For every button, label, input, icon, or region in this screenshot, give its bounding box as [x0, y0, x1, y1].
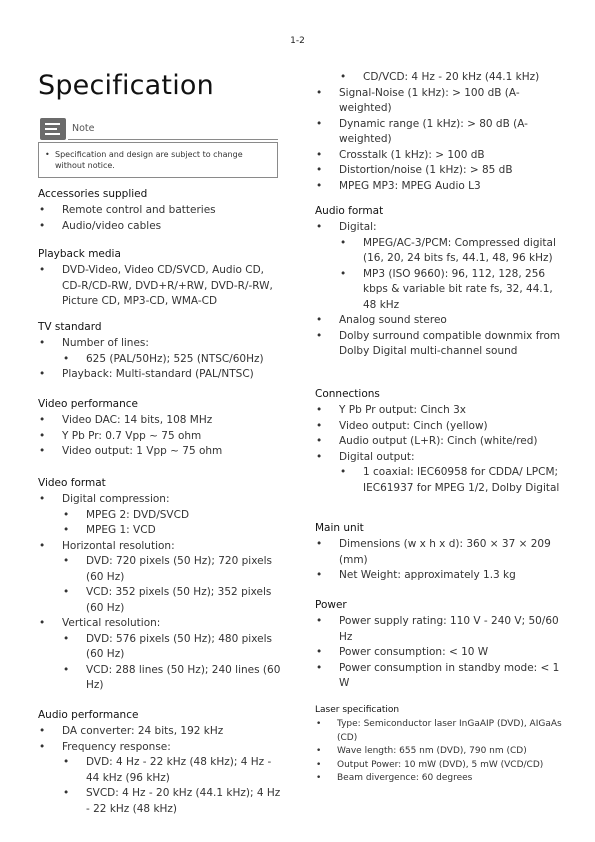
section-accessories [38, 187, 282, 234]
sub-list-item-text: CD/VCD: 4 Hz - 20 kHz (44.1 kHz) [363, 71, 540, 83]
list-item-label: Digital output: [339, 450, 415, 463]
list-item: • DA converter: 24 bits, 192 kHz [38, 724, 282, 740]
section-playback-media [38, 247, 286, 310]
section-main-unit [315, 521, 565, 584]
list-item [38, 616, 282, 694]
sub-list-item: • DVD: 4 Hz - 22 kHz (48 kHz); 4 Hz - 44 kHz (96 kHz) [62, 755, 282, 786]
list-item-label: Vertical resolution: [62, 617, 161, 629]
sub-list-item: • DVD: 576 pixels (50 Hz); 480 pixels (60 Hz) [62, 632, 282, 663]
list-item: • Crosstalk (1 kHz): > 100 dB [315, 148, 565, 164]
list-item-label: Number of lines: [62, 337, 149, 349]
section-heading: Laser specification [315, 705, 400, 715]
section-heading: TV standard [38, 321, 102, 333]
section-heading: Video format [38, 477, 106, 489]
list-item: • Power consumption: < 10 W [315, 645, 565, 661]
section-heading: Connections [315, 388, 380, 400]
note-box [38, 118, 278, 178]
list-item [38, 492, 282, 539]
sub-list-item: • VCD: 288 lines (50 Hz); 240 lines (60 Hz) [62, 663, 282, 694]
list-item-label: Digital: [339, 221, 377, 233]
section-heading: Audio format [315, 205, 384, 217]
sub-list-item: • MPEG/AC-3/PCM: Compressed digital (16, 20, 24 bits fs, 44.1, 48, 96 kHz) [339, 236, 565, 267]
list-item: • Dolby surround compatible downmix from Dolby Digital multi-channel sound [315, 329, 565, 360]
list-item: • Wave length: 655 nm (DVD), 790 nm (CD) [315, 745, 565, 759]
list-item: • Dynamic range (1 kHz): > 80 dB (A-weighted) [315, 117, 565, 148]
section-audio-performance [38, 708, 282, 817]
note-label: Note [72, 123, 95, 134]
section-heading: Accessories supplied [38, 188, 148, 200]
section-heading: Power [315, 599, 347, 611]
section-heading: Audio performance [38, 709, 139, 721]
sub-list-item: • 1 coaxial: IEC60958 for CDDA/ LPCM; IEC61937 for MPEG 1/2, Dolby Digital [339, 465, 565, 496]
list-item: • Playback: Multi-standard (PAL/NTSC) [38, 367, 282, 383]
sub-list-item: • MPEG 1: VCD [62, 523, 282, 539]
list-item-label: Frequency response: [62, 740, 171, 753]
sub-list-item: • 625 (PAL/50Hz); 525 (NTSC/60Hz) [62, 352, 282, 368]
sub-list-item: • MP3 (ISO 9660): 96, 112, 128, 256 kbps & variable bit rate fs, 32, 44.1, 48 kHz [339, 267, 565, 314]
list-item [315, 220, 565, 313]
list-item: • Y Pb Pr: 0.7 Vpp ~ 75 ohm [38, 429, 282, 445]
list-item: • Distortion/noise (1 kHz): > 85 dB [315, 163, 565, 179]
section-audio-performance-continued [315, 70, 565, 194]
list-item: • Dimensions (w x h x d): 360 × 37 × 209 (mm) [315, 537, 565, 568]
list-item: • DVD-Video, Video CD/SVCD, Audio CD, CD-R/CD-RW, DVD+R/+RW, DVD-R/-RW, Picture CD, MP3-CD, WMA-CD [38, 263, 286, 310]
sub-list-item: • SVCD: 4 Hz - 20 kHz (44.1 kHz); 4 Hz - 22 kHz (48 kHz) [62, 786, 282, 817]
sub-list-item: • VCD: 352 pixels (50 Hz); 352 pixels (60 Hz) [62, 585, 282, 616]
list-item: • Audio output (L+R): Cinch (white/red) [315, 434, 565, 450]
list-item [38, 539, 282, 617]
note-content: • Specification and design are subject to change without notice. [38, 142, 278, 178]
list-item [315, 450, 565, 497]
list-item: • MPEG MP3: MPEG Audio L3 [315, 179, 565, 195]
section-connections [315, 387, 565, 496]
list-item: • Output Power: 10 mW (DVD), 5 mW (VCD/CD) [315, 759, 565, 773]
page-title: Specification [38, 70, 214, 101]
sub-list-item [315, 70, 565, 86]
section-power [315, 598, 565, 692]
section-heading: Video performance [38, 398, 139, 410]
sub-list-item: • DVD: 720 pixels (50 Hz); 720 pixels (60 Hz) [62, 554, 282, 585]
list-item-label: Horizontal resolution: [62, 539, 175, 552]
section-video-format [38, 476, 282, 694]
list-item: • Net Weight: approximately 1.3 kg [315, 568, 565, 584]
list-item: • Power consumption in standby mode: < 1 W [315, 661, 565, 692]
page-number: 1-2 [290, 36, 305, 46]
list-item: • Video output: 1 Vpp ~ 75 ohm [38, 444, 282, 460]
list-item [38, 740, 282, 818]
section-heading: Main unit [315, 522, 364, 534]
list-item: • Analog sound stereo [315, 313, 565, 329]
note-item: Specification and design are subject to change without notice. [55, 150, 243, 170]
list-item: • Type: Semiconductor laser InGaAIP (DVD), AIGaAs (CD) [315, 718, 565, 745]
list-item: • Signal-Noise (1 kHz): > 100 dB (A-weighted) [315, 86, 565, 117]
section-laser-specification [315, 704, 565, 786]
list-item: • Y Pb Pr output: Cinch 3x [315, 403, 565, 419]
list-item: • Beam divergence: 60 degrees [315, 772, 565, 786]
list-item: • Remote control and batteries [38, 203, 282, 219]
list-item: • Audio/video cables [38, 219, 282, 235]
section-tv-standard [38, 320, 282, 383]
sub-list-item: • MPEG 2: DVD/SVCD [62, 508, 282, 524]
section-audio-format [315, 204, 565, 360]
list-item: • Video output: Cinch (yellow) [315, 419, 565, 435]
section-video-performance [38, 397, 282, 460]
list-item: • Video DAC: 14 bits, 108 MHz [38, 413, 282, 429]
list-item-label: Digital compression: [62, 493, 170, 505]
section-heading: Playback media [38, 248, 121, 260]
list-item: • Power supply rating: 110 V - 240 V; 50/60 Hz [315, 614, 565, 645]
note-icon [40, 118, 66, 140]
list-item [38, 336, 282, 367]
